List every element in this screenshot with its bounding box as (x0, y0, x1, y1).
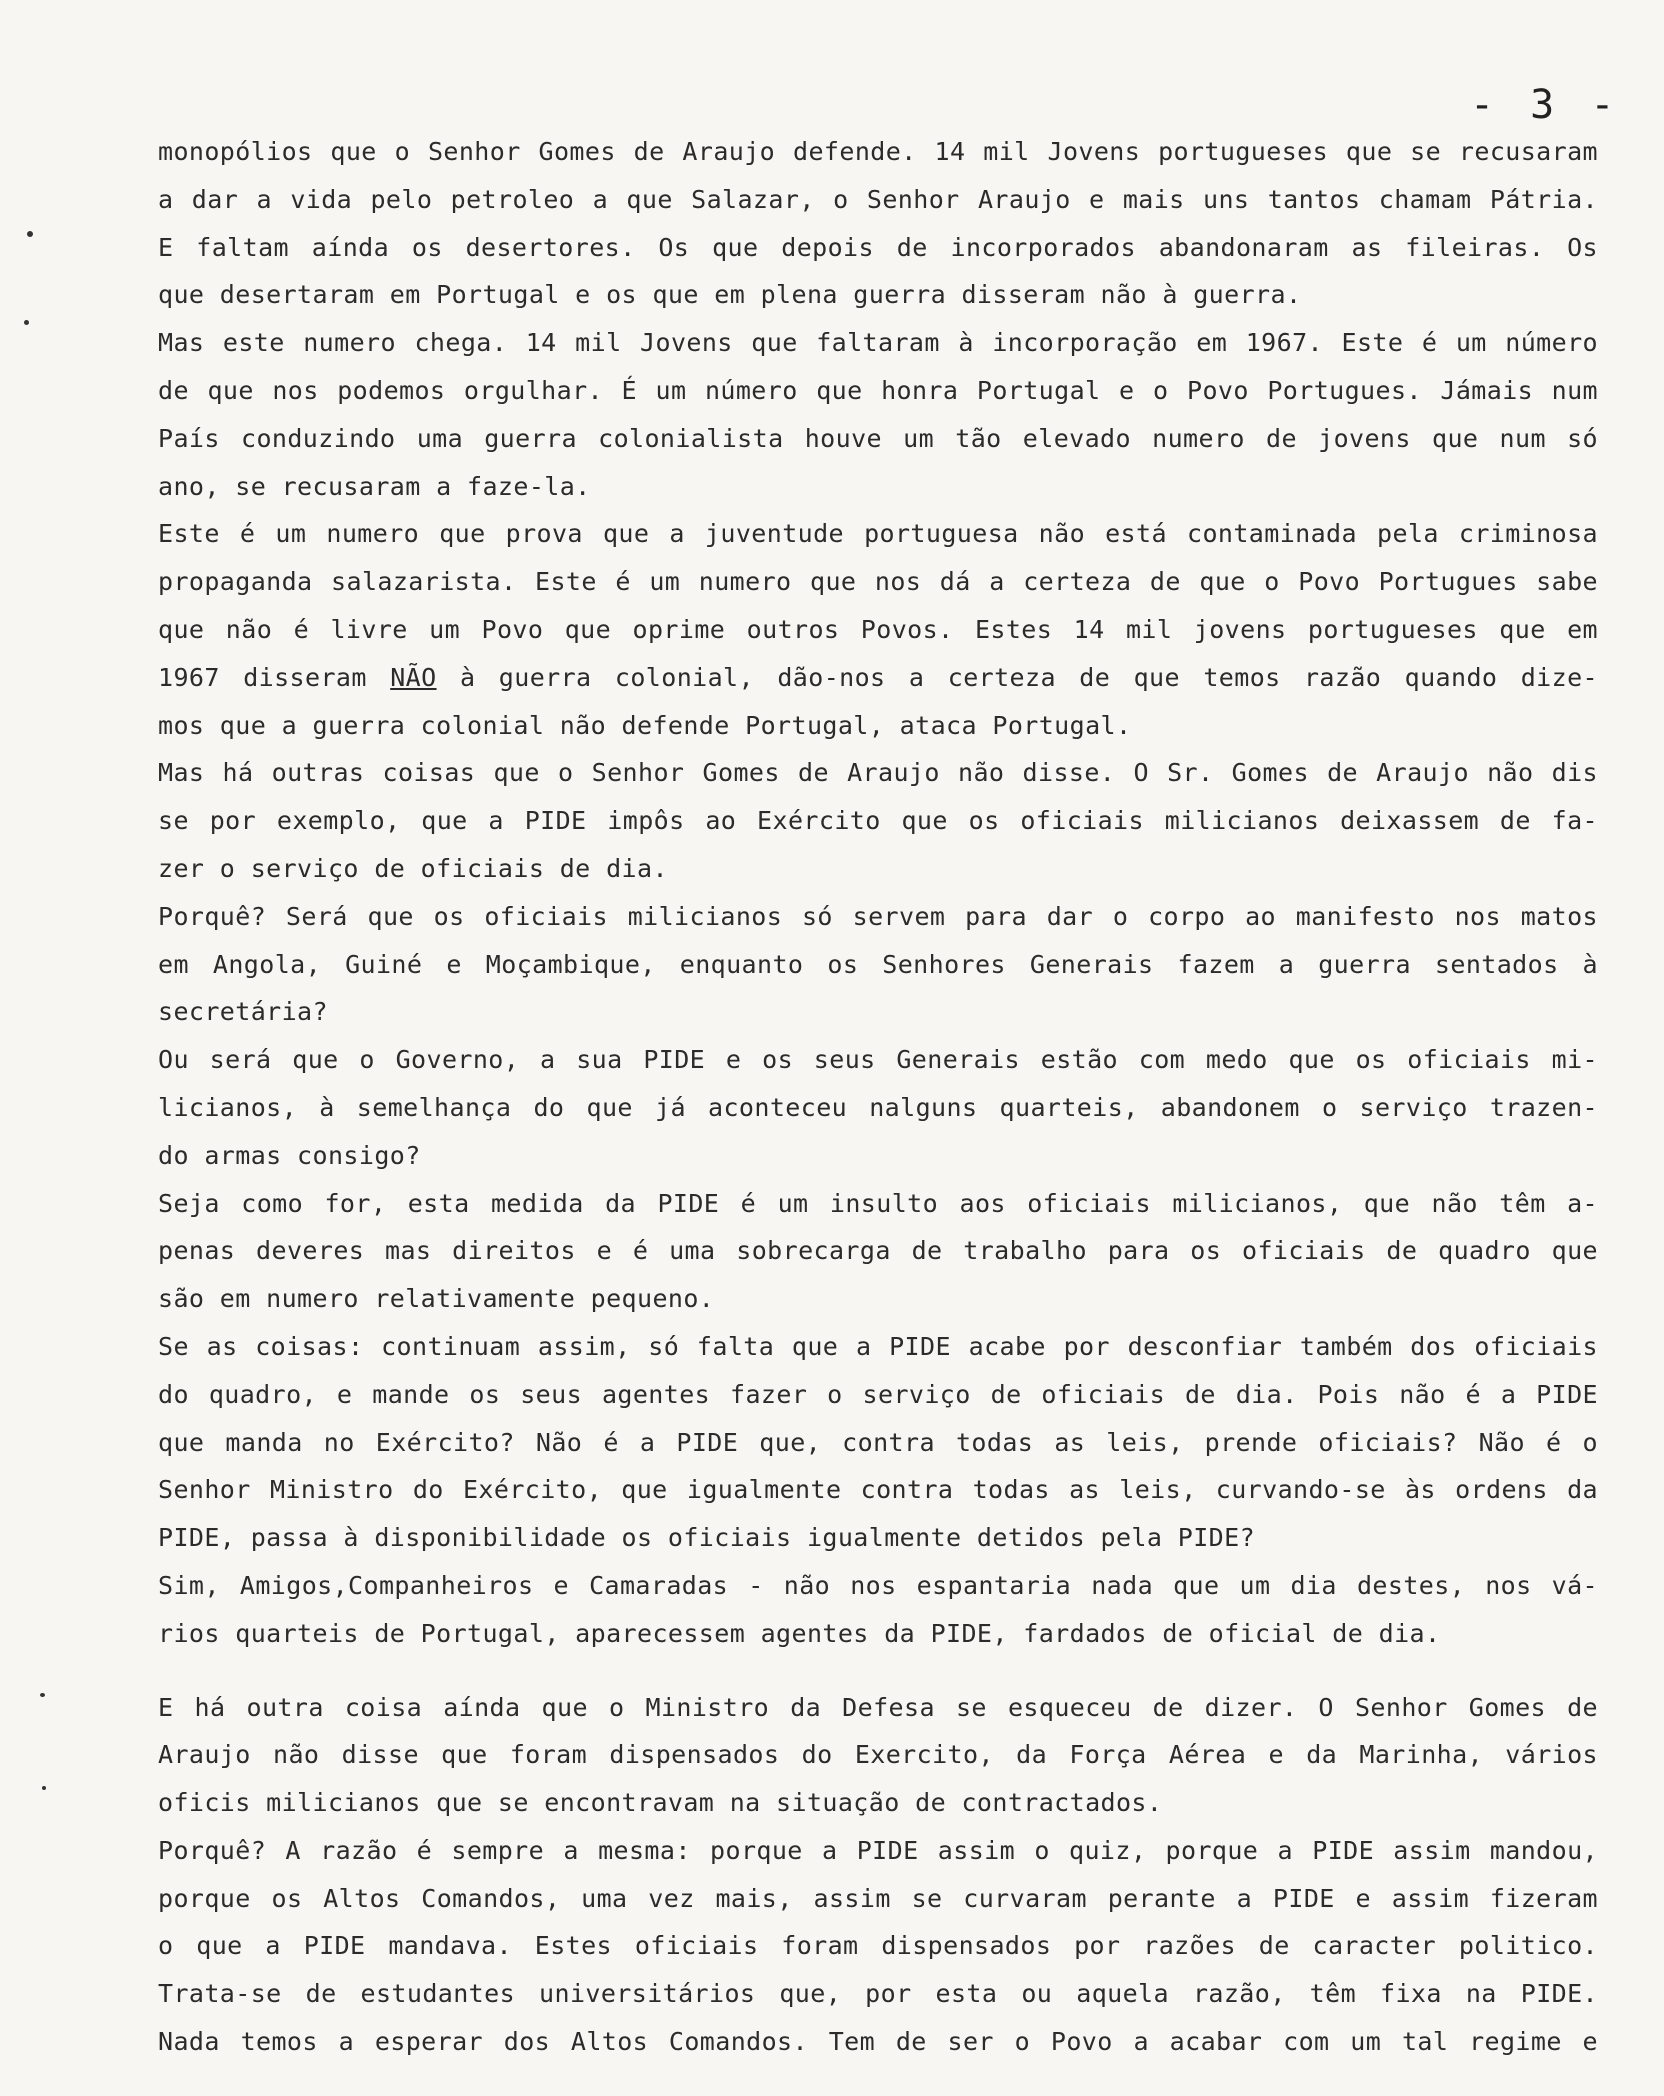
text-line: Ou será que o Governo, a sua PIDE e os seus Generais estão com medo que os oficiais mi- (158, 1045, 1598, 1075)
text-line: ano, se recusaram a faze-la. (158, 471, 591, 501)
page-number: - 3 - (1470, 82, 1621, 128)
text-line: País conduzindo uma guerra colonialista houve um tão elevado numero de jovens que num só (158, 423, 1598, 453)
underlined-word: NÃO (390, 662, 437, 692)
text-line: Se as coisas: continuam assim, só falta que a PIDE acabe por desconfiar também dos oficiais (158, 1331, 1598, 1361)
text-line: E há outra coisa aínda que o Ministro da Defesa se esqueceu de dizer. O Senhor Gomes de (158, 1692, 1598, 1722)
text-line: Seja como for, esta medida da PIDE é um insulto aos oficiais milicianos, que não têm a- (158, 1188, 1598, 1218)
text-line: se por exemplo, que a PIDE impôs ao Exército que os oficiais milicianos deixassem de fa- (158, 806, 1598, 836)
text-line (158, 654, 1598, 702)
text-line: penas deveres mas direitos e é uma sobrecarga de trabalho para os oficiais de quadro que (158, 1236, 1598, 1266)
text-line: em Angola, Guiné e Moçambique, enquanto os Senhores Generais fazem a guerra sentados à (158, 949, 1598, 979)
text-line: Mas este numero chega. 14 mil Jovens que faltaram à incorporação em 1967. Este é um número (158, 328, 1598, 358)
text-line: oficis milicianos que se encontravam na situação de contractados. (158, 1788, 1163, 1818)
text-line: que manda no Exército? Não é a PIDE que, contra todas as leis, prende oficiais? Não é o (158, 1427, 1598, 1457)
text-line: Trata-se de estudantes universitários que, por esta ou aquela razão, têm fixa na PIDE. (158, 1979, 1598, 2009)
text-line: Araujo não disse que foram dispensados do Exercito, da Força Aérea e da Marinha, vários (158, 1740, 1598, 1770)
paragraph-gap (158, 1658, 1598, 1684)
text-line: do quadro, e mande os seus agentes fazer o serviço de oficiais de dia. Pois não é a PIDE (158, 1379, 1598, 1409)
text-line: porque os Altos Comandos, uma vez mais, assim se curvaram perante a PIDE e assim fizeram (158, 1883, 1598, 1913)
text-line: de que nos podemos orgulhar. É um número que honra Portugal e o Povo Portugues. Jámais num (158, 375, 1598, 405)
text-line: propaganda salazarista. Este é um numero que nos dá a certeza de que o Povo Portugues sabe (158, 567, 1598, 597)
text-line: Mas há outras coisas que o Senhor Gomes de Araujo não disse. O Sr. Gomes de Araujo não dis (158, 758, 1598, 788)
text-line: que não é livre um Povo que oprime outros Povos. Estes 14 mil jovens portugueses que em (158, 614, 1598, 644)
text-line: Nada temos a esperar dos Altos Comandos. Tem de ser o Povo a acabar com um tal regime e (158, 2027, 1598, 2057)
text-line: rios quarteis de Portugal, aparecessem agentes da PIDE, fardados de oficial de dia. (158, 1618, 1441, 1648)
document-body (158, 128, 1598, 2066)
text-line: são em numero relativamente pequeno. (158, 1284, 715, 1314)
text-line: licianos, à semelhança do que já aconteceu nalguns quarteis, abandonem o serviço trazen- (158, 1092, 1598, 1122)
margin-mark (24, 320, 29, 325)
text-line: mos que a guerra colonial não defende Portugal, ataca Portugal. (158, 710, 1132, 740)
text-line: a dar a vida pelo petroleo a que Salazar, o Senhor Araujo e mais uns tantos chamam Pátria. (158, 184, 1598, 214)
text-line: Este é um numero que prova que a juventude portuguesa não está contaminada pela criminosa (158, 519, 1598, 549)
text-line: monopólios que o Senhor Gomes de Araujo defende. 14 mil Jovens portugueses que se recusaram (158, 137, 1598, 166)
margin-mark (40, 1693, 45, 1697)
text-line: que desertaram em Portugal e os que em plena guerra disseram não à guerra. (158, 280, 1302, 310)
text-line: o que a PIDE mandava. Estes oficiais foram dispensados por razões de caracter politico. (158, 1931, 1598, 1961)
text-segment: à guerra colonial, dão-nos a certeza de que temos razão quando dize- (436, 662, 1598, 692)
margin-mark (42, 1786, 46, 1790)
text-line: zer o serviço de oficiais de dia. (158, 853, 668, 883)
text-line: E faltam aínda os desertores. Os que depois de incorporados abandonaram as fileiras. Os (158, 232, 1598, 262)
text-line: secretária? (158, 997, 328, 1027)
margin-mark (27, 231, 33, 237)
text-line: Porquê? A razão é sempre a mesma: porque a PIDE assim o quiz, porque a PIDE assim mandou, (158, 1835, 1598, 1865)
text-line: do armas consigo? (158, 1140, 421, 1170)
text-line: Porquê? Será que os oficiais milicianos só servem para dar o corpo ao manifesto nos matos (158, 901, 1598, 931)
text-line: Senhor Ministro do Exército, que igualmente contra todas as leis, curvando-se às ordens da (158, 1475, 1598, 1505)
text-segment: 1967 disseram (158, 662, 391, 692)
text-line: Sim, Amigos,Companheiros e Camaradas - não nos espantaria nada que um dia destes, nos vá- (158, 1570, 1598, 1600)
text-line: PIDE, passa à disponibilidade os oficiais igualmente detidos pela PIDE? (158, 1523, 1256, 1553)
